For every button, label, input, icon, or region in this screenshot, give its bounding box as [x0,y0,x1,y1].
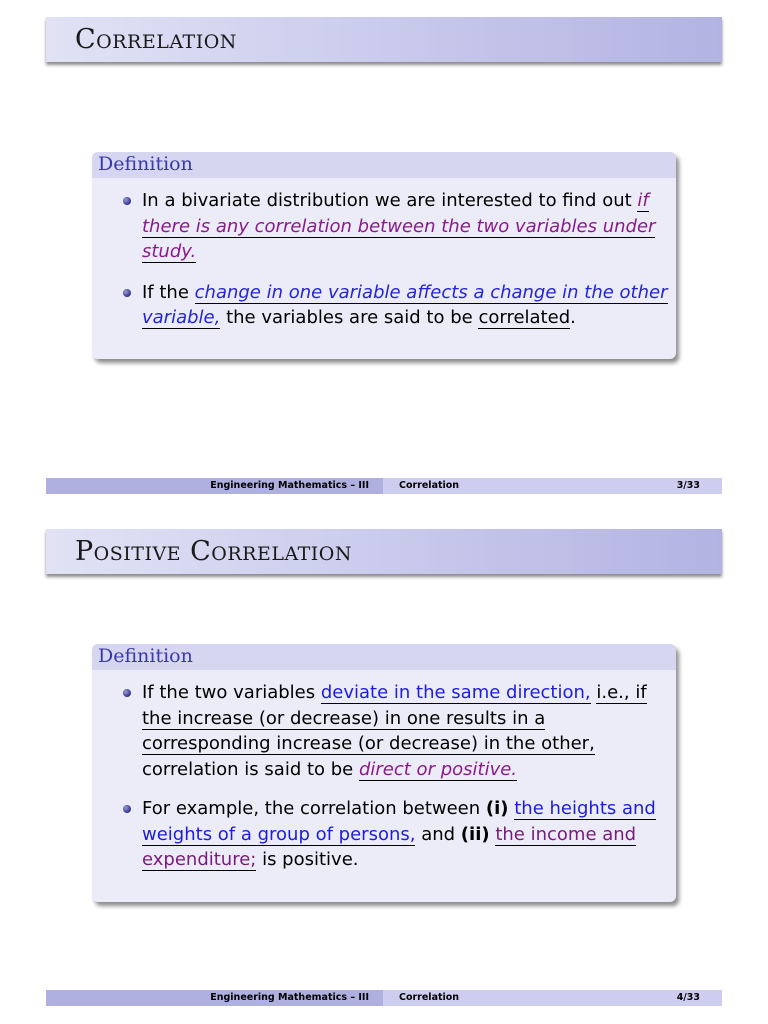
slide-title: Positive Correlation [75,536,353,567]
emphasis-text: deviate in the same direction, [320,682,591,703]
bullet-text: In a bivariate distribution we are interested to find out [142,190,638,211]
emphasis-text: the income and [495,823,637,845]
bullet-text: the variables are said to be [220,307,479,328]
title-bar [46,17,722,62]
footer-course: Engineering Mathematics – III [210,480,369,491]
footer-page-number: 4/33 [676,992,700,1003]
slide-title: Correlation [75,24,237,55]
bullet-text: If the two variables [142,682,321,703]
emphasis-text: direct or positive. [358,758,518,780]
slide-4 [0,512,768,1024]
emphasis-text: the heights and [514,798,656,819]
underlined-text: corresponding increase (or decrease) in the other, [142,733,595,754]
bullet-item [118,680,668,782]
bullet-text: and [415,823,461,845]
footer [46,478,722,494]
bullet-text: . [570,307,576,328]
bullet-item [118,188,668,265]
definition-block [92,152,676,359]
bullet-icon [123,289,131,297]
emphasis-text: weights of a group of persons, [142,823,416,845]
bullet-text: If the [142,281,195,303]
bold-label: (ii) [460,823,490,845]
bullet-item [118,796,668,873]
emphasis-text: expenditure; [142,849,257,870]
bullet-item [118,280,668,331]
footer-topic: Correlation [399,480,460,491]
emphasis-text: if [637,190,649,211]
bullet-text: For example, the correlation between [142,798,486,819]
emphasis-text: variable, [142,307,221,328]
footer-page-number: 3/33 [676,480,700,491]
bullet-icon [123,689,131,697]
bullet-text: correlation is said to be [142,758,359,780]
bullet-icon [123,805,131,813]
emphasis-text: there is any correlation between the two variables under [142,215,656,237]
emphasis-text: study. [142,241,197,262]
definition-heading: Definition [92,644,676,670]
footer-course: Engineering Mathematics – III [210,992,369,1003]
footer [46,990,722,1006]
title-bar [46,529,722,574]
emphasis-text: change in one variable affects a change in the other [194,281,668,303]
definition-heading: Definition [92,152,676,178]
underlined-term: correlated [478,307,571,328]
bullet-text: is positive. [256,849,359,870]
underlined-text: i.e., if [596,682,647,703]
underlined-text: the increase (or decrease) in one results in a [142,707,546,729]
bold-label: (i) [485,798,509,819]
bullet-icon [123,197,131,205]
definition-block [92,644,676,902]
footer-topic: Correlation [399,992,460,1003]
